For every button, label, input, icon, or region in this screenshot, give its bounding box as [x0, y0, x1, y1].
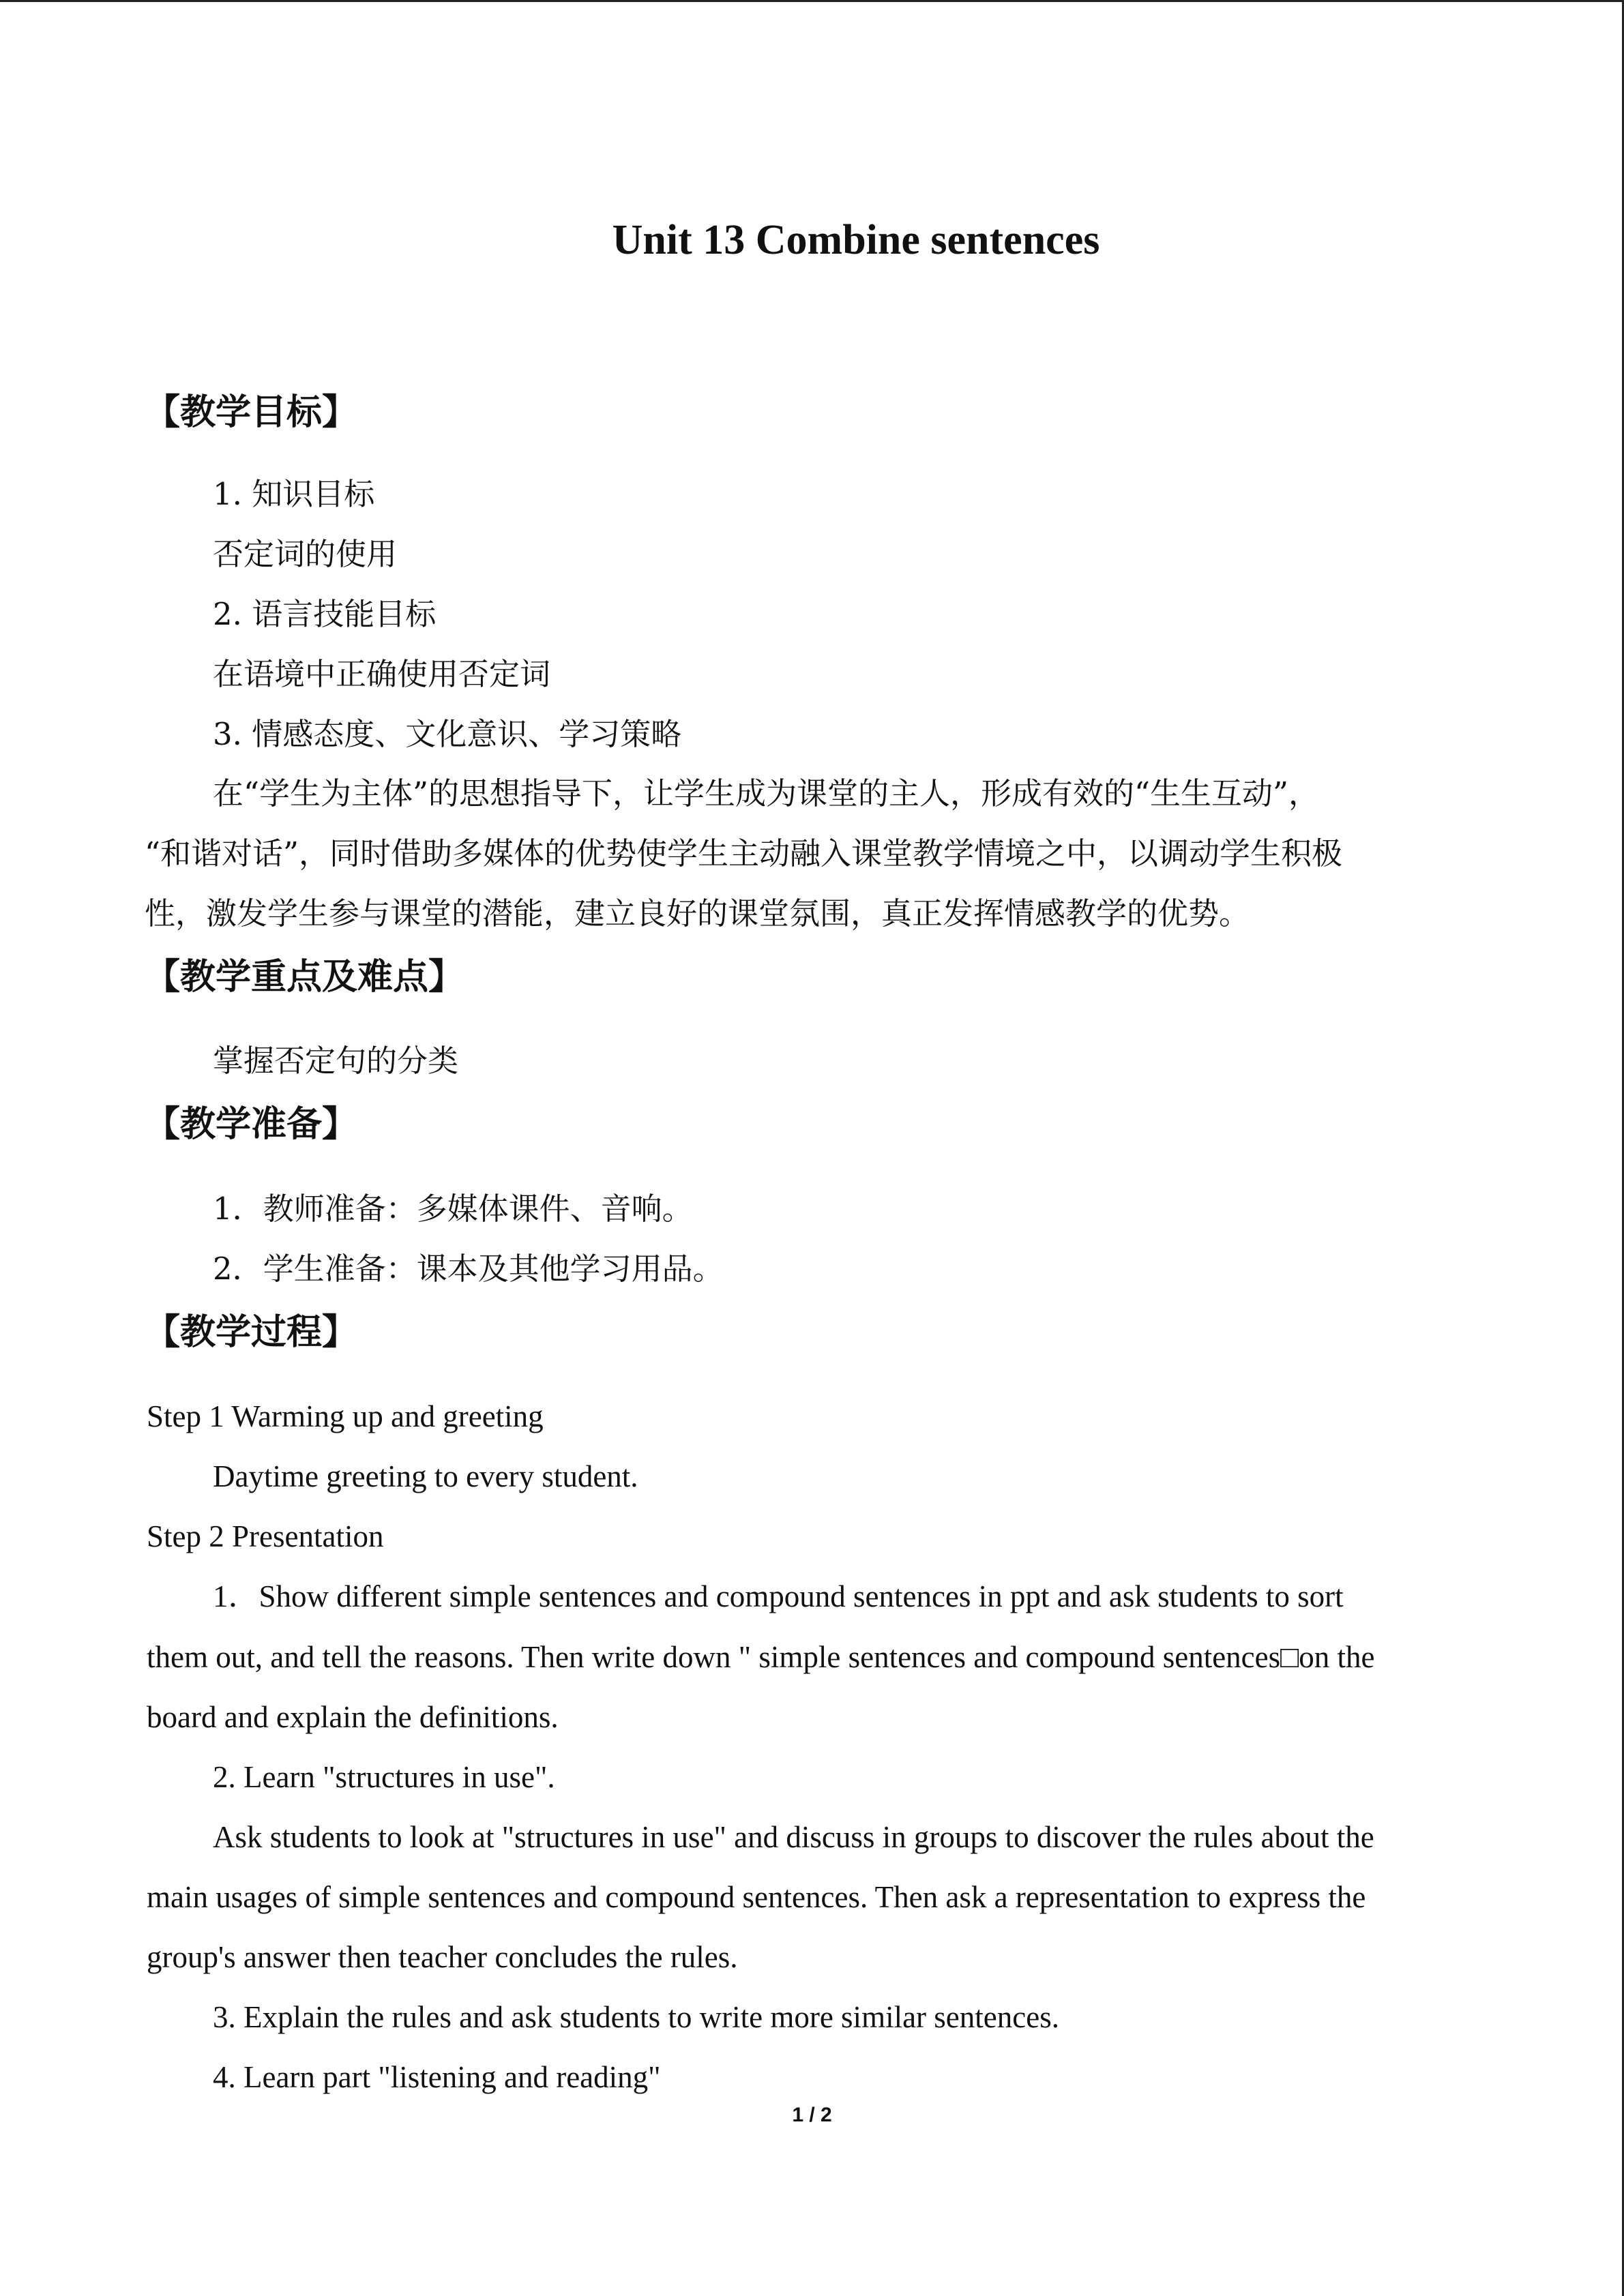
step-2-paragraph-3-line-3: group's answer then teacher concludes the rules. — [147, 1940, 738, 1974]
step-2-paragraph-3-line-2: main usages of simple sentences and compound sentences. Then ask a representation to express the — [147, 1880, 1366, 1914]
key-points-text: 掌握否定句的分类 — [213, 1043, 459, 1079]
step-2-paragraph-2: 2. Learn "structures in use". — [213, 1760, 555, 1794]
document-title: Unit 13 Combine sentences — [612, 217, 1100, 263]
step-2-paragraph-3-line-1: Ask students to look at "structures in use" and discuss in groups to discover the rules about the — [213, 1820, 1374, 1854]
objective-1-label: 1. 知识目标 — [213, 476, 375, 512]
objective-2-text: 在语境中正确使用否定词 — [213, 656, 551, 692]
step-2-paragraph-1-line-2: them out, and tell the reasons. Then write down " simple sentences and compound sentences□on the — [147, 1640, 1375, 1674]
objective-3-paragraph-line-1: 在“学生为主体”的思想指导下，让学生成为课堂的主人，形成有效的“生生互动”， — [213, 775, 1320, 811]
section-heading-process: 【教学过程】 — [145, 1311, 358, 1353]
objective-3-label: 3. 情感态度、文化意识、学习策略 — [213, 716, 682, 752]
preparation-item-1: 1．教师准备：多媒体课件、音响。 — [213, 1191, 693, 1227]
step-2-paragraph-1-line-1: 1．Show different simple sentences and compound sentences in ppt and ask students to sort — [213, 1579, 1344, 1613]
objective-3-paragraph-line-3: 性，激发学生参与课堂的潜能，建立良好的课堂氛围，真正发挥情感教学的优势。 — [145, 895, 1250, 931]
step-1-title: Step 1 Warming up and greeting — [147, 1399, 544, 1433]
objective-1-text: 否定词的使用 — [213, 536, 398, 572]
step-2-title: Step 2 Presentation — [147, 1519, 384, 1553]
section-heading-key-points: 【教学重点及难点】 — [145, 956, 464, 998]
objective-2-label: 2. 语言技能目标 — [213, 596, 437, 632]
preparation-item-2: 2．学生准备：课本及其他学习用品。 — [213, 1251, 724, 1287]
step-2-paragraph-5: 4. Learn part "listening and reading" — [213, 2060, 661, 2094]
section-heading-objectives: 【教学目标】 — [145, 391, 358, 433]
step-1-text: Daytime greeting to every student. — [213, 1459, 638, 1493]
step-2-paragraph-4: 3. Explain the rules and ask students to write more similar sentences. — [213, 2000, 1059, 2034]
step-2-paragraph-1-line-3: board and explain the definitions. — [147, 1700, 559, 1734]
page-border-top — [0, 0, 1624, 2]
objective-3-paragraph-line-2: “和谐对话”，同时借助多媒体的优势使学生主动融入课堂教学情境之中，以调动学生积极 — [145, 835, 1343, 871]
section-heading-preparation: 【教学准备】 — [145, 1103, 358, 1145]
page-number: 1 / 2 — [792, 2104, 832, 2126]
